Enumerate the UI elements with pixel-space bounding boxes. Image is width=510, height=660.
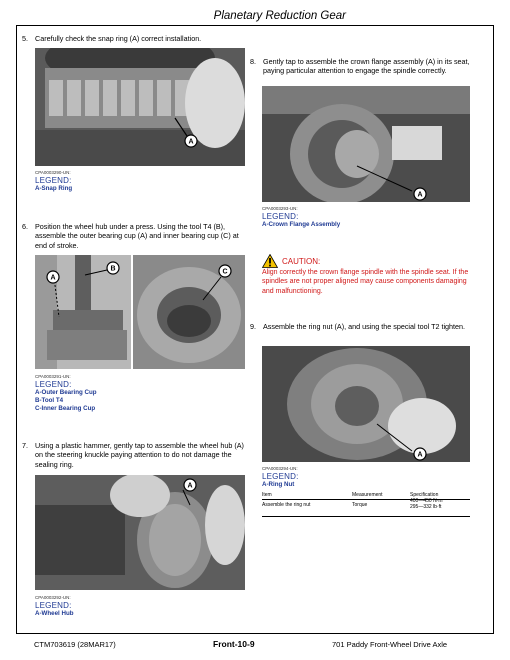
legend-item: A-Wheel Hub [35,610,74,617]
step-number: 6. [22,222,28,231]
spec-measurement: Torque [352,502,368,508]
callout-a: A [417,451,423,459]
footer-divider [16,633,494,634]
hub-photo [133,255,245,369]
callout-a: A [50,274,56,282]
spec-header-item: Item [262,492,272,498]
legend-title: LEGEND: [35,380,72,389]
step-number: 5. [22,34,28,43]
callout-a: A [417,191,423,199]
legend-title: LEGEND: [35,601,72,610]
image-caption: CPA0003290-UN: [35,170,71,175]
step-text: Position the wheel hub under a press. Using the tool T4 (B), assemble the outer bearing cup (A) and inner bearing cup (C) at end of stroke. [35,222,239,250]
left-rule [16,25,17,633]
callout-c: C [222,268,228,276]
legend-title: LEGEND: [35,176,72,185]
step-number: 9. [250,322,256,331]
image-caption: CPA0003294-UN: [262,466,298,471]
spec-value-imperial: 295—332 lb·ft [410,504,442,510]
step-9 [250,322,470,331]
step-5 [22,34,247,43]
spec-table [262,492,470,517]
legend-item: B-Tool T4 [35,397,64,404]
step-6 [22,222,247,250]
image-caption: CPA0003291-UN: [35,374,71,379]
legend-item: A-Ring Nut [262,481,295,488]
warning-triangle-icon [262,254,278,268]
right-rule [493,25,494,633]
ring-nut-photo [262,346,470,462]
step-number: 8. [250,57,256,66]
callout-a: A [187,482,193,490]
step-8 [250,57,470,76]
callout-b: B [110,265,116,273]
step-text: Gently tap to assemble the crown flange assembly (A) in its seat, paying particular attention to engage the spindle correctly. [263,57,470,76]
step-text: Assemble the ring nut (A), and using the special tool T2 tighten. [263,322,466,331]
wheel-hub-photo [35,475,245,590]
caution-title: CAUTION: [282,257,321,266]
crown-flange-photo [262,86,470,202]
press-photo [35,255,131,369]
table-row [262,500,470,516]
footer-page-number: Front-10-9 [213,639,255,649]
spec-value-metric: 400—450 N·m [410,498,443,504]
legend-item: A-Outer Bearing Cup [35,389,97,396]
legend-item: A-Snap Ring [35,185,73,192]
image-caption: CPA0003293-UN: [262,206,298,211]
footer-title: 701 Paddy Front-Wheel Drive Axle [332,640,448,649]
step-text: Carefully check the snap ring (A) correct installation. [35,34,202,43]
legend-title: LEGEND: [262,212,299,221]
step-7 [22,441,247,469]
footer-doc-id: CTM703619 (28MAR17) [34,640,116,649]
callout-a: A [188,138,194,146]
spec-header-specification: Specification [410,492,439,498]
image-caption: CPA0003292-UN: [35,595,71,600]
step-number: 7. [22,441,28,450]
spec-item: Assemble the ring nut [262,502,311,508]
bearing-illustration [35,48,245,166]
snap-ring-photo [35,48,245,166]
step-text: Using a plastic hammer, gently tap to assemble the wheel hub (A) on the steering knuckle paying attention to do not damage the sealing ring. [35,441,244,469]
caution-text: Align correctly the crown flange spindle with the spindle seat. If the spindles are not proper aligned may cause components damaging and malfunctioning. [262,269,469,295]
legend-item: C-Inner Bearing Cup [35,405,96,412]
legend-item: A-Crown Flange Assembly [262,221,341,228]
header-divider [16,25,494,26]
page-header-title: Planetary Reduction Gear [213,10,346,22]
legend-title: LEGEND: [262,472,299,481]
spec-header-measurement: Measurement [352,492,383,498]
